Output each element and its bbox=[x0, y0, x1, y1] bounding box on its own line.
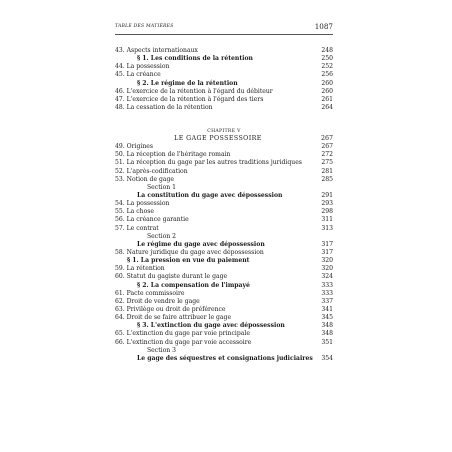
toc-entry-page: 320 bbox=[321, 257, 333, 265]
toc-entry-page: 285 bbox=[321, 175, 333, 183]
chapter-label: CHAPITRE V bbox=[207, 129, 241, 135]
toc-entry-text: 44. La possession bbox=[115, 63, 170, 71]
toc-entry-text: 50. La réception de l'héritage romain bbox=[115, 151, 231, 159]
toc-entry-page: 320 bbox=[321, 265, 333, 273]
toc-entry-text: 56. La créance garantie bbox=[115, 216, 189, 224]
toc-entry bbox=[115, 80, 333, 88]
toc-entry-page: 354 bbox=[321, 354, 333, 362]
toc-entry bbox=[115, 347, 333, 355]
toc-entry-page: 317 bbox=[321, 240, 333, 248]
toc-entry-page: 291 bbox=[321, 191, 333, 199]
toc-entry bbox=[115, 71, 333, 79]
running-head-page-number: 1087 bbox=[314, 22, 333, 31]
toc-entry-text: 47. L'exercice de la rétention à l'égard des tiers bbox=[115, 95, 264, 103]
toc-entry-text: § 3. L'extinction du gage avec dépossession bbox=[137, 322, 285, 330]
toc-entry-text: Le gage des séquestres et consignations judiciaires bbox=[137, 354, 313, 362]
toc-entry-text: 63. Privilège ou droit de préférence bbox=[115, 305, 226, 313]
toc-entry bbox=[115, 96, 333, 104]
toc-entry-page: 252 bbox=[321, 63, 333, 71]
toc-entry bbox=[115, 330, 333, 338]
toc-entry bbox=[115, 306, 333, 314]
toc-entry bbox=[115, 249, 333, 257]
toc-entry bbox=[115, 184, 333, 192]
toc-entry bbox=[115, 282, 333, 290]
toc-entry-text: 51. La réception du gage par les autres traditions juridiques bbox=[115, 159, 302, 167]
toc-entry-page: 337 bbox=[321, 297, 333, 305]
toc-entry-page: 267 bbox=[321, 143, 333, 151]
toc-entry-text: 52. L'après-codification bbox=[115, 167, 188, 175]
toc-entry-page: 272 bbox=[321, 151, 333, 159]
toc-entry bbox=[115, 290, 333, 298]
toc-entry-page: 341 bbox=[321, 305, 333, 313]
toc-entry-text: § 2. La compensation de l'impayé bbox=[137, 281, 250, 289]
toc-entry-text: 57. Le contrat bbox=[115, 224, 159, 232]
toc-entry-text: 46. L'exercice de la rétention à l'égard du débiteur bbox=[115, 87, 273, 95]
toc-entry-text: § 1. Les conditions de la rétention bbox=[137, 55, 253, 63]
chapter-title: LE GAGE POSSESSOIRE bbox=[174, 135, 262, 143]
toc-page bbox=[115, 22, 333, 363]
toc-entry-text: Le régime du gage avec dépossession bbox=[137, 240, 265, 248]
toc-entry-page: 351 bbox=[321, 338, 333, 346]
toc-entry-page: 348 bbox=[321, 330, 333, 338]
toc-entry bbox=[115, 322, 333, 330]
toc-entry-page: 261 bbox=[321, 95, 333, 103]
toc-entry-text: 61. Pacte commissoire bbox=[115, 289, 185, 297]
toc-entry bbox=[115, 104, 333, 112]
toc-entry-page: 248 bbox=[321, 47, 333, 54]
toc-entry-text: 45. La créance bbox=[115, 71, 161, 79]
toc-entry bbox=[115, 241, 333, 249]
toc-entry bbox=[115, 273, 333, 281]
toc-entry bbox=[115, 159, 333, 167]
toc-entry bbox=[115, 151, 333, 159]
toc-entry-text: § 2. Le régime de la rétention bbox=[137, 79, 238, 87]
toc-entry-page: 333 bbox=[321, 289, 333, 297]
toc-entry-text: 49. Origines bbox=[115, 143, 153, 151]
toc-entry-page: 345 bbox=[321, 314, 333, 322]
toc-entry-text: 58. Nature juridique du gage avec dépossession bbox=[115, 248, 264, 256]
toc-entry bbox=[115, 339, 333, 347]
toc-entry-page: 311 bbox=[321, 216, 333, 224]
toc-entry-page: 313 bbox=[321, 224, 333, 232]
toc-entry-page: 333 bbox=[321, 281, 333, 289]
toc-section-b bbox=[115, 143, 333, 363]
toc-entry bbox=[115, 47, 333, 55]
toc-entry-text: Section 1 bbox=[147, 183, 176, 191]
toc-entry bbox=[115, 208, 333, 216]
toc-entry-text: 53. Notion de gage bbox=[115, 175, 175, 183]
toc-entry bbox=[115, 168, 333, 176]
toc-entry-page: 250 bbox=[321, 55, 333, 63]
toc-entry-page: 260 bbox=[321, 87, 333, 95]
chapter-page: 267 bbox=[320, 135, 333, 143]
toc-entry-page: 281 bbox=[321, 167, 333, 175]
spacer bbox=[115, 112, 333, 128]
toc-entry-text: 55. La chose bbox=[115, 208, 154, 216]
toc-entry-page: 317 bbox=[321, 248, 333, 256]
toc-entry bbox=[115, 63, 333, 71]
toc-entry-text: Section 3 bbox=[147, 346, 176, 354]
toc-entry bbox=[115, 216, 333, 224]
toc-entry-text: 62. Droit de vendre le gage bbox=[115, 297, 200, 305]
toc-entry bbox=[115, 355, 333, 363]
toc-entry-text: Section 2 bbox=[147, 232, 176, 240]
toc-entry bbox=[115, 200, 333, 208]
toc-entry bbox=[115, 176, 333, 184]
toc-entry-text: 59. La rétention bbox=[115, 265, 165, 273]
toc-entry bbox=[115, 88, 333, 96]
toc-entry bbox=[115, 192, 333, 200]
toc-entry-page: 264 bbox=[321, 103, 333, 111]
toc-entry-text: § 1. La pression en vue du paiement bbox=[127, 257, 250, 265]
running-head-title: TABLE DES MATIÈRES bbox=[115, 24, 174, 29]
toc-entry-text: 66. L'extinction du gage par voie accessoire bbox=[115, 338, 252, 346]
toc-entry-text: La constitution du gage avec dépossession bbox=[137, 191, 283, 199]
toc-entry bbox=[115, 257, 333, 265]
toc-entry-page: 275 bbox=[321, 159, 333, 167]
toc-entry bbox=[115, 143, 333, 151]
toc-entry-page: 293 bbox=[321, 200, 333, 208]
toc-entry-page: 348 bbox=[321, 322, 333, 330]
toc-entry-text: 64. Droit de se faire attribuer le gage bbox=[115, 314, 232, 322]
toc-entry bbox=[115, 225, 333, 233]
toc-entry bbox=[115, 265, 333, 273]
toc-entry-page: 324 bbox=[321, 273, 333, 281]
toc-entry bbox=[115, 55, 333, 63]
toc-entry-text: 48. La cessation de la rétention bbox=[115, 103, 213, 111]
chapter-heading bbox=[115, 135, 333, 143]
toc-entry-text: 54. La possession bbox=[115, 200, 170, 208]
toc-section-a bbox=[115, 47, 333, 112]
toc-entry-text: 60. Statut du gagiste durant le gage bbox=[115, 273, 228, 281]
toc-entry bbox=[115, 233, 333, 241]
running-head bbox=[115, 22, 333, 35]
toc-entry-page: 256 bbox=[321, 71, 333, 79]
toc-entry-text: 65. L'extinction du gage par voie principale bbox=[115, 330, 250, 338]
toc-entry bbox=[115, 314, 333, 322]
toc-entry-page: 260 bbox=[321, 79, 333, 87]
toc-entry-text: 43. Aspects internationaux bbox=[115, 47, 198, 54]
toc-entry-page: 298 bbox=[321, 208, 333, 216]
toc-entry bbox=[115, 298, 333, 306]
